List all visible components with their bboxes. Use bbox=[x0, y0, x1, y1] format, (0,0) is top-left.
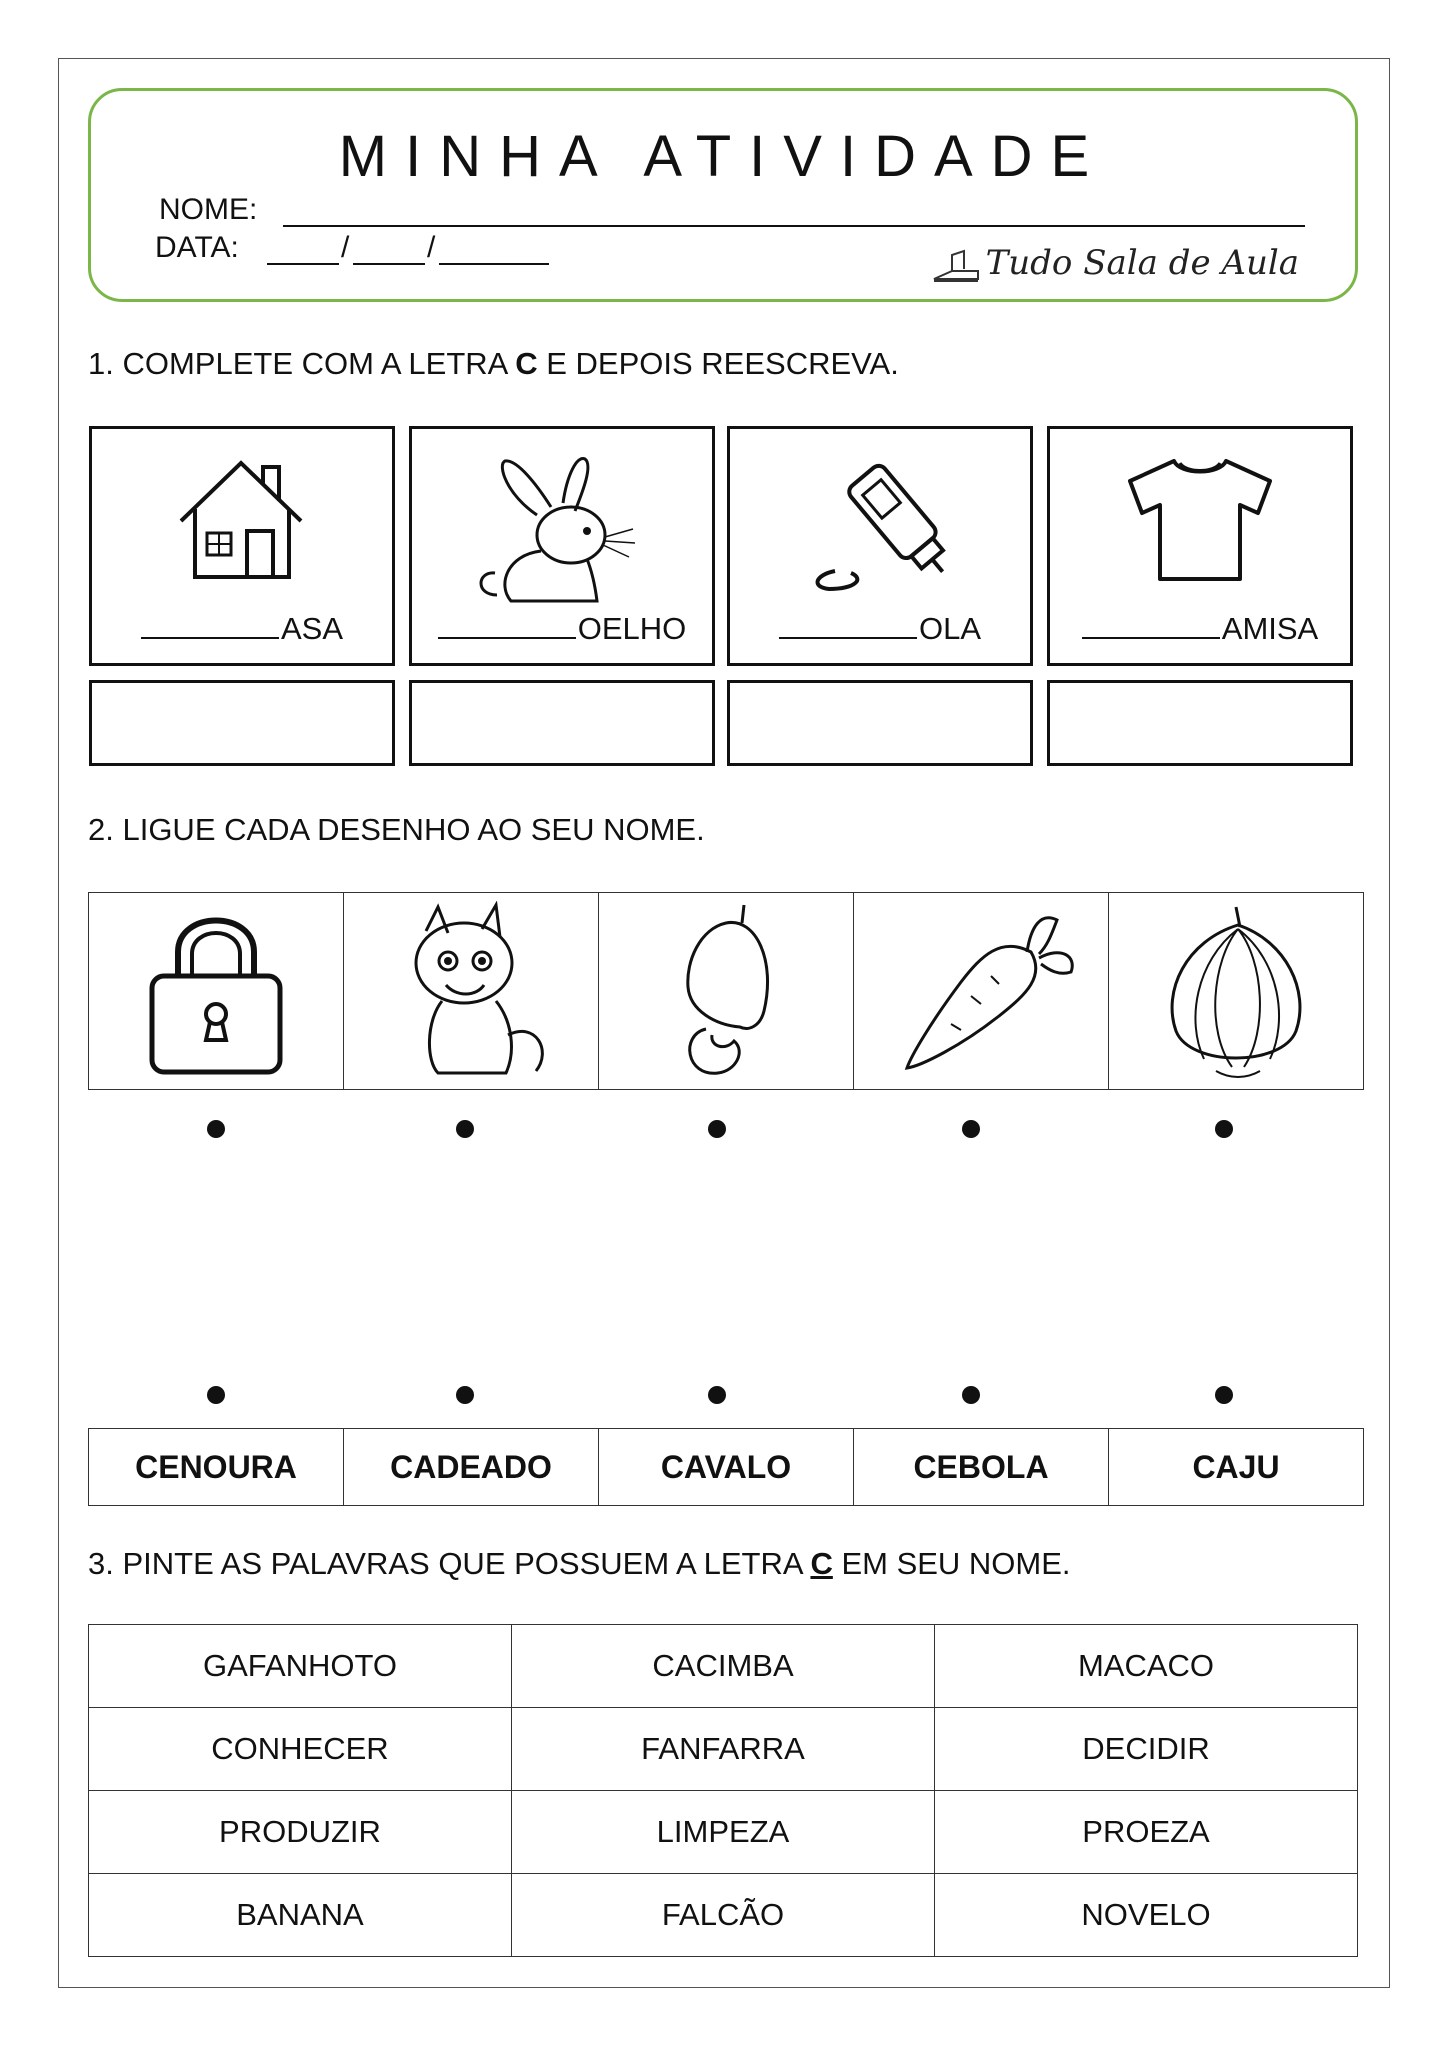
word-cell[interactable]: CACIMBA bbox=[512, 1625, 935, 1708]
name-cell: CAJU bbox=[1192, 1448, 1280, 1485]
connector-dot[interactable] bbox=[456, 1386, 474, 1404]
picture-cell bbox=[344, 893, 599, 1089]
name-cell: CEBOLA bbox=[854, 1429, 1109, 1505]
name-field[interactable] bbox=[283, 225, 1305, 227]
connector-dot[interactable] bbox=[962, 1386, 980, 1404]
word-cell[interactable]: PRODUZIR bbox=[89, 1791, 512, 1874]
picture-cell bbox=[1109, 893, 1363, 1089]
connector-dot[interactable] bbox=[1215, 1120, 1233, 1138]
word-cell[interactable]: LIMPEZA bbox=[512, 1791, 935, 1874]
header-box bbox=[88, 88, 1358, 302]
table-row bbox=[89, 1708, 1358, 1791]
word-suffix: AMISA bbox=[1221, 611, 1319, 646]
name-row bbox=[88, 1428, 1364, 1506]
word-cell[interactable]: FALCÃO bbox=[512, 1874, 935, 1957]
date-separator: / bbox=[341, 231, 350, 264]
letter-blank[interactable] bbox=[438, 613, 576, 639]
padlock-icon bbox=[146, 906, 286, 1076]
word-cell[interactable]: MACACO bbox=[935, 1625, 1358, 1708]
name-label: NOME: bbox=[159, 193, 258, 226]
question-1-letter: C bbox=[515, 346, 538, 381]
word-cell[interactable]: GAFANHOTO bbox=[89, 1625, 512, 1708]
blank-word bbox=[1050, 611, 1350, 647]
word-cell[interactable]: NOVELO bbox=[935, 1874, 1358, 1957]
letter-blank[interactable] bbox=[1082, 613, 1220, 639]
word-suffix: OELHO bbox=[577, 611, 687, 646]
blank-word bbox=[412, 611, 712, 647]
rabbit-icon bbox=[467, 455, 657, 615]
question-3-prefix: 3. PINTE AS PALAVRAS QUE POSSUEM A LETRA bbox=[88, 1546, 811, 1581]
connector-dot[interactable] bbox=[207, 1120, 225, 1138]
date-year-field[interactable] bbox=[439, 263, 549, 265]
question-3-title bbox=[88, 1546, 1071, 1582]
glue-icon bbox=[795, 455, 965, 595]
question-1-prefix: 1. COMPLETE COM A LETRA bbox=[88, 346, 516, 381]
rewrite-box[interactable] bbox=[1047, 680, 1353, 766]
rewrite-box[interactable] bbox=[89, 680, 395, 766]
picture-box-glue bbox=[727, 426, 1033, 666]
word-cell[interactable]: BANANA bbox=[89, 1874, 512, 1957]
table-row bbox=[89, 1874, 1358, 1957]
question-3-letter: C bbox=[810, 1546, 833, 1581]
shirt-icon bbox=[1120, 455, 1280, 585]
word-suffix: OLA bbox=[918, 611, 982, 646]
rewrite-box[interactable] bbox=[727, 680, 1033, 766]
letter-blank[interactable] bbox=[141, 613, 279, 639]
connector-dot[interactable] bbox=[708, 1120, 726, 1138]
blank-word bbox=[730, 611, 1030, 647]
date-month-field[interactable] bbox=[353, 263, 425, 265]
logo bbox=[932, 243, 1299, 283]
connector-dot[interactable] bbox=[456, 1120, 474, 1138]
picture-box-shirt bbox=[1047, 426, 1353, 666]
pony-icon bbox=[386, 901, 556, 1081]
connector-dot[interactable] bbox=[708, 1386, 726, 1404]
picture-cell bbox=[854, 893, 1109, 1089]
blank-word bbox=[92, 611, 392, 647]
cashew-icon bbox=[666, 901, 786, 1081]
question-1-title bbox=[88, 346, 899, 382]
word-cell[interactable]: FANFARRA bbox=[512, 1708, 935, 1791]
name-cell: CAVALO bbox=[599, 1429, 854, 1505]
carrot-icon bbox=[881, 906, 1081, 1076]
date-separator: / bbox=[427, 231, 436, 264]
page-title: MINHA ATIVIDADE bbox=[338, 124, 1108, 189]
connector-dot[interactable] bbox=[1215, 1386, 1233, 1404]
connector-dot[interactable] bbox=[962, 1120, 980, 1138]
date-day-field[interactable] bbox=[267, 263, 339, 265]
word-table bbox=[88, 1624, 1358, 1957]
picture-cell bbox=[89, 893, 344, 1089]
house-icon bbox=[177, 455, 307, 585]
question-1-suffix: E DEPOIS REESCREVA. bbox=[537, 346, 899, 381]
rewrite-box[interactable] bbox=[409, 680, 715, 766]
table-row bbox=[89, 1791, 1358, 1874]
picture-box-house bbox=[89, 426, 395, 666]
date-label: DATA: bbox=[155, 231, 239, 264]
word-suffix: ASA bbox=[280, 611, 344, 646]
picture-cell bbox=[599, 893, 854, 1089]
onion-icon bbox=[1156, 901, 1316, 1081]
letter-blank[interactable] bbox=[779, 613, 917, 639]
name-cell: CENOURA bbox=[89, 1429, 344, 1505]
word-cell[interactable]: CONHECER bbox=[89, 1708, 512, 1791]
picture-box-rabbit bbox=[409, 426, 715, 666]
book-icon bbox=[932, 249, 980, 283]
logo-text: Tudo Sala de Aula bbox=[985, 243, 1299, 283]
question-2-title: 2. LIGUE CADA DESENHO AO SEU NOME. bbox=[88, 812, 705, 847]
question-3-suffix: EM SEU NOME. bbox=[832, 1546, 1071, 1581]
connector-dot[interactable] bbox=[207, 1386, 225, 1404]
word-cell[interactable]: PROEZA bbox=[935, 1791, 1358, 1874]
picture-row bbox=[88, 892, 1364, 1090]
name-cell: CADEADO bbox=[344, 1429, 599, 1505]
word-cell[interactable]: DECIDIR bbox=[935, 1708, 1358, 1791]
table-row bbox=[89, 1625, 1358, 1708]
